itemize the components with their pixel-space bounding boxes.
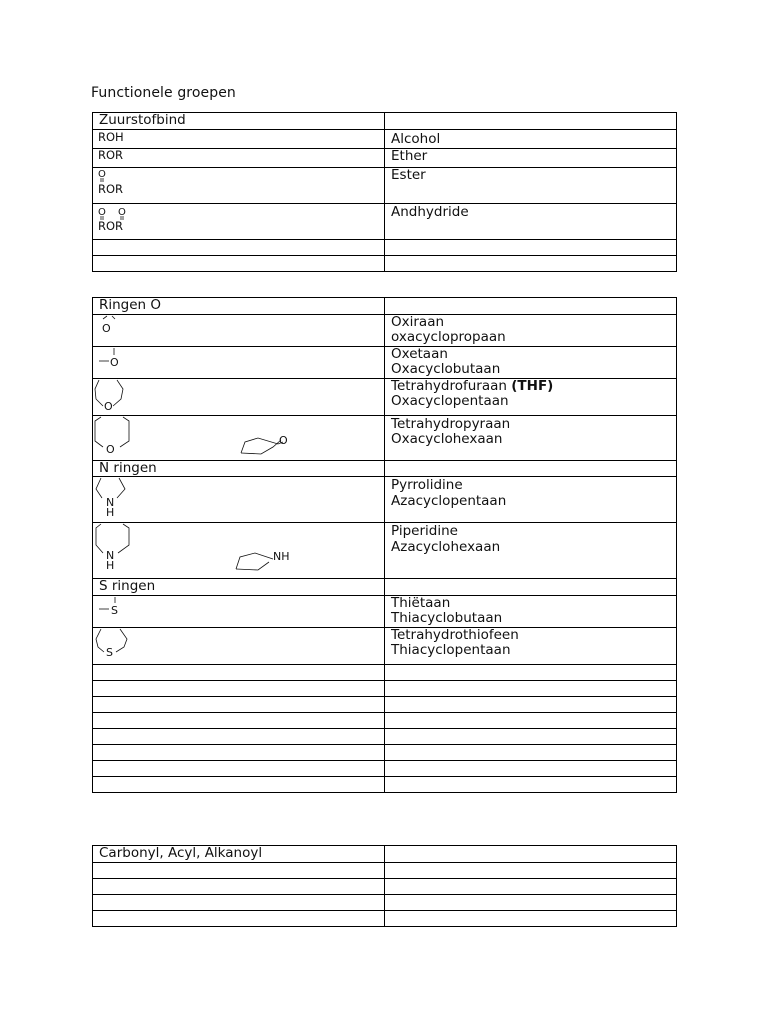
table-row [93, 415, 677, 460]
svg-text:O: O [106, 442, 115, 456]
svg-text:S: S [106, 645, 113, 659]
thf-structure-drawing [93, 379, 153, 416]
svg-text:O: O [102, 321, 111, 335]
table-row [93, 168, 677, 204]
table-row [93, 910, 677, 926]
structure-ether [93, 149, 385, 168]
table-row [93, 204, 677, 240]
table-row [93, 760, 677, 776]
name-pyrrolidine: Pyrrolidine Azacyclopentaan [385, 477, 677, 523]
thietaan-structure-drawing [93, 596, 153, 627]
svg-text:N: N [106, 549, 115, 562]
svg-text:ROR: ROR [98, 149, 124, 162]
alcohol-structure-drawing [93, 130, 153, 149]
ring-groups-table [92, 297, 677, 793]
svg-text:H: H [106, 559, 115, 572]
carbonyl-table [92, 845, 677, 927]
svg-text:ROR: ROR [98, 219, 124, 233]
structure-thp [93, 415, 385, 460]
table-row [93, 878, 677, 894]
name-anhydride: Andhydride [385, 204, 677, 240]
name-ester: Ester [385, 168, 677, 204]
svg-text:NH: NH [273, 550, 290, 563]
table-row [93, 696, 677, 712]
oxiraan-structure-drawing [93, 315, 153, 347]
piperidine-structure-drawing [93, 523, 383, 579]
name-oxetaan: Oxetaan Oxacyclobutaan [385, 346, 677, 378]
svg-text:S: S [111, 603, 118, 617]
table-row [93, 346, 677, 378]
table-row [93, 744, 677, 760]
page-title: Functionele groepen [91, 85, 236, 101]
name-thp: Tetrahydropyraan Oxacyclohexaan [385, 415, 677, 460]
section-label-n-rings: N ringen [93, 460, 385, 477]
oxygen-groups-table [92, 112, 677, 272]
svg-text:O: O [279, 433, 288, 447]
svg-text:N: N [106, 496, 115, 509]
structure-oxiraan [93, 314, 385, 346]
table-header-cell: Carbonyl, Acyl, Alkanoyl [93, 846, 385, 863]
table-row [93, 776, 677, 792]
structure-ester [93, 168, 385, 204]
name-thf: Tetrahydrofuraan (THF) Oxacyclopentaan [385, 378, 677, 415]
thp-structure-drawing [93, 416, 383, 461]
name-alcohol: Alcohol [385, 130, 677, 149]
structure-oxetaan [93, 346, 385, 378]
section-label-o-rings: Ringen O [93, 298, 385, 315]
table-row [93, 579, 677, 596]
svg-text:O: O [104, 399, 113, 413]
table-row [93, 130, 677, 149]
table-row [93, 298, 677, 315]
name-ether: Ether [385, 149, 677, 168]
table-row [93, 728, 677, 744]
name-thietaan: Thiëtaan Thiacyclobutaan [385, 595, 677, 627]
table-row [93, 240, 677, 256]
name-piperidine: Piperidine Azacyclohexaan [385, 523, 677, 579]
structure-thiofeen [93, 627, 385, 664]
thiofeen-structure-drawing [93, 628, 153, 665]
svg-text:H: H [106, 506, 115, 519]
table-row [93, 314, 677, 346]
svg-text:O: O [110, 355, 119, 369]
table-row [93, 256, 677, 272]
section-label-s-rings: S ringen [93, 579, 385, 596]
structure-thietaan [93, 595, 385, 627]
svg-text:ROR: ROR [98, 182, 124, 196]
svg-text:O: O [118, 207, 126, 218]
table-row [93, 712, 677, 728]
structure-alcohol [93, 130, 385, 149]
name-thiofeen: Tetrahydrothiofeen Thiacyclopentaan [385, 627, 677, 664]
table-row [93, 627, 677, 664]
ester-structure-drawing [93, 168, 153, 204]
svg-text:O: O [98, 207, 106, 218]
table-row [93, 149, 677, 168]
table-row [93, 664, 677, 680]
oxetaan-structure-drawing [93, 347, 153, 378]
table-row [93, 378, 677, 415]
svg-text:ROH: ROH [98, 130, 124, 144]
structure-anhydride [93, 204, 385, 240]
pyrrolidine-structure-drawing [93, 477, 153, 523]
ether-structure-drawing [93, 149, 153, 168]
table-row [93, 894, 677, 910]
table-row [93, 862, 677, 878]
table-row [93, 680, 677, 696]
table-row [93, 846, 677, 863]
svg-text:O: O [98, 169, 106, 180]
structure-pyrrolidine [93, 477, 385, 523]
table-row [93, 523, 677, 579]
table-header-cell: Zuurstofbind [93, 113, 385, 130]
table-row [93, 460, 677, 477]
table-row [93, 477, 677, 523]
anhydride-structure-drawing [93, 204, 153, 240]
name-oxiraan: Oxiraan oxacyclopropaan [385, 314, 677, 346]
structure-thf [93, 378, 385, 415]
structure-piperidine [93, 523, 385, 579]
table-row [93, 595, 677, 627]
table-row [93, 113, 677, 130]
